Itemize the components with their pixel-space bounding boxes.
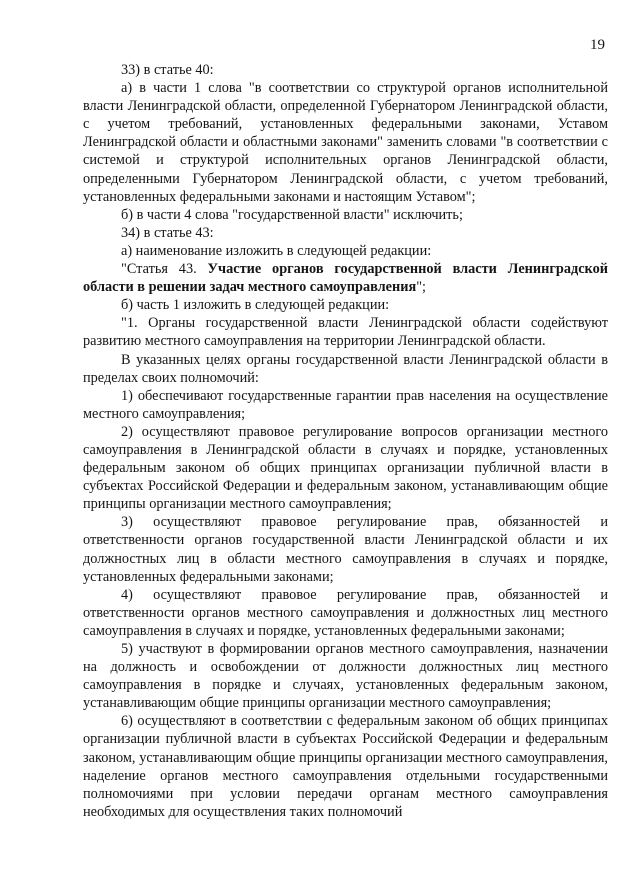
document-paragraph: а) в части 1 слова "в соответствии со структурой органов исполнительной власти Ленинградской области, определенной Губернатором Ленинградской области, с учетом требований, установленных федеральными законами, Уставом Ленинградской области и областными законами" заменить словами "в соответствии с системой и структурой исполнительных органов Ленинградской области, определенными Губернатором Ленинградской области, с учетом требований, установленных федеральными законами и настоящим Уставом"; [83,80,608,205]
document-paragraph: 33) в статье 40: [121,62,214,78]
document-paragraph: 1) обеспечивают государственные гарантии прав населения на осуществление местного самоуправления; [83,387,608,422]
document-paragraph: 2) осуществляют правовое регулирование вопросов организации местного самоуправления в Ленинградской области в случаях и порядке, установленных федеральным законом об общих принципах организации публичной власти в субъектах Российской Федерации и федеральным законом, устанавливающим общие принципы организации местного самоуправления; [83,423,608,513]
document-paragraph: 3) осуществляют правовое регулирование прав, обязанностей и ответственности органов государственной власти Ленинградской области и их должностных лиц в области местного самоуправления в случаях и порядке, установленных федеральными законами; [83,514,608,585]
article-heading-prefix: "Статья 43. [121,261,208,278]
document-paragraph: В указанных целях органы государственной власти Ленинградской области в пределах своих полномочий: [83,351,608,386]
document-paragraph: а) наименование изложить в следующей редакции: [121,242,432,259]
document-paragraph: 5) участвуют в формировании органов местного самоуправления, назначении на должность и освобождении от должности должностных лиц местного самоуправления в порядке и случаях, установленных федеральным законом, устанавливающим общие принципы организации местного самоуправления; [83,641,608,712]
document-paragraph: б) часть 1 изложить в следующей редакции: [121,297,390,314]
article-heading-title: Участие органов государственной власти Ленинградской области в решении задач местного самоуправления [83,261,608,296]
document-paragraph: "1. Органы государственной власти Ленинградской области содействуют развитию местного самоуправления на территории Ленинградской области. [83,315,608,350]
document-body [83,61,608,821]
document-paragraph [83,260,608,296]
article-heading-suffix: "; [416,279,427,296]
page-number: 19 [590,37,605,53]
document-paragraph: 34) в статье 43: [121,224,214,241]
document-paragraph: 4) осуществляют правовое регулирование прав, обязанностей и ответственности органов местного самоуправления и должностных лиц местного самоуправления в случаях и порядке, установленных федеральными законами; [83,586,608,639]
document-paragraph: б) в части 4 слова "государственной власти" исключить; [121,206,463,223]
document-paragraph: 6) осуществляют в соответствии с федеральным законом об общих принципах организации публичной власти в субъектах Российской Федерации и федеральным законом, устанавливающим общие принципы организации местного самоуправления, наделение органов местного самоуправления отдельными государственными полномочиями при условии передачи органам местного самоуправления необходимых для осуществления таких полномочий [83,713,608,820]
